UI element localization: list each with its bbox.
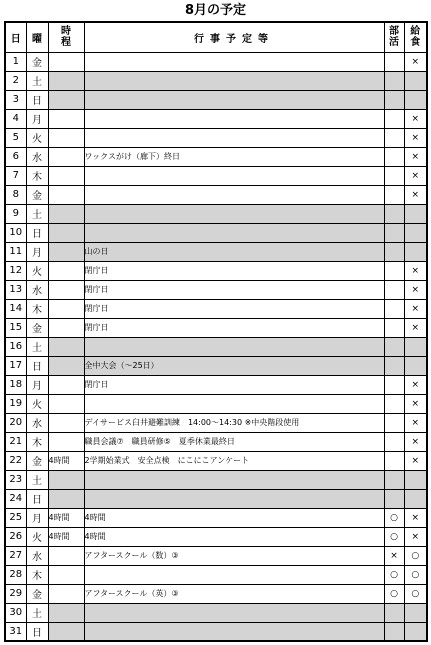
- day-cell: 4: [5, 109, 26, 128]
- weekday-cell: 水: [26, 280, 48, 299]
- day-cell: 9: [5, 204, 26, 223]
- lunch-cell: ×: [404, 451, 427, 470]
- day-cell: 15: [5, 318, 26, 337]
- weekday-cell: 土: [26, 71, 48, 90]
- day-cell: 3: [5, 90, 26, 109]
- time-cell: [48, 185, 84, 204]
- day-cell: 19: [5, 394, 26, 413]
- lunch-cell: [404, 622, 427, 641]
- weekday-cell: 木: [26, 565, 48, 584]
- time-cell: [48, 622, 84, 641]
- club-cell: [384, 223, 404, 242]
- weekday-cell: 水: [26, 147, 48, 166]
- club-cell: ○: [384, 584, 404, 603]
- day-cell: 2: [5, 71, 26, 90]
- club-cell: [384, 489, 404, 508]
- header-time-line1: 時: [61, 26, 71, 38]
- table-row: [5, 147, 427, 166]
- club-cell: ○: [384, 508, 404, 527]
- time-cell: [48, 318, 84, 337]
- day-cell: 31: [5, 622, 26, 641]
- weekday-cell: 日: [26, 223, 48, 242]
- club-cell: [384, 109, 404, 128]
- day-cell: 28: [5, 565, 26, 584]
- weekday-cell: 金: [26, 318, 48, 337]
- table-row: [5, 584, 427, 603]
- event-cell: [84, 223, 384, 242]
- time-cell: [48, 546, 84, 565]
- time-cell: [48, 280, 84, 299]
- event-cell: デイサービス臼井避難訓練 14:00～14:30 ※中央階段使用: [84, 413, 384, 432]
- day-cell: 5: [5, 128, 26, 147]
- day-cell: 27: [5, 546, 26, 565]
- time-cell: 4時間: [48, 508, 84, 527]
- club-cell: ○: [384, 565, 404, 584]
- weekday-cell: 火: [26, 527, 48, 546]
- lunch-cell: [404, 470, 427, 489]
- time-cell: [48, 337, 84, 356]
- weekday-cell: 水: [26, 413, 48, 432]
- lunch-cell: [404, 242, 427, 261]
- club-cell: [384, 451, 404, 470]
- day-cell: 16: [5, 337, 26, 356]
- club-cell: [384, 622, 404, 641]
- event-cell: 閉庁日: [84, 299, 384, 318]
- event-cell: [84, 128, 384, 147]
- header-club: [384, 22, 404, 52]
- day-cell: 21: [5, 432, 26, 451]
- lunch-cell: ×: [404, 394, 427, 413]
- lunch-cell: ×: [404, 375, 427, 394]
- weekday-cell: 金: [26, 584, 48, 603]
- lunch-cell: ×: [404, 52, 427, 71]
- club-cell: [384, 166, 404, 185]
- page-title: 8月の予定: [184, 3, 247, 18]
- schedule-table: [4, 21, 428, 642]
- lunch-cell: ×: [404, 432, 427, 451]
- weekday-cell: 木: [26, 432, 48, 451]
- weekday-cell: 日: [26, 622, 48, 641]
- club-cell: [384, 261, 404, 280]
- day-cell: 14: [5, 299, 26, 318]
- day-cell: 24: [5, 489, 26, 508]
- lunch-cell: ×: [404, 413, 427, 432]
- lunch-cell: ×: [404, 185, 427, 204]
- club-cell: [384, 242, 404, 261]
- event-cell: 4時間: [84, 508, 384, 527]
- club-cell: [384, 128, 404, 147]
- lunch-cell: ○: [404, 584, 427, 603]
- event-cell: 閉庁日: [84, 280, 384, 299]
- time-cell: [48, 204, 84, 223]
- table-row: [5, 622, 427, 641]
- club-cell: [384, 204, 404, 223]
- event-cell: [84, 90, 384, 109]
- header-event: 行事予定等: [84, 22, 384, 52]
- club-cell: [384, 147, 404, 166]
- time-cell: [48, 166, 84, 185]
- event-cell: アフタースクール（英）③: [84, 584, 384, 603]
- time-cell: [48, 375, 84, 394]
- event-cell: ワックスがけ（廊下）終日: [84, 147, 384, 166]
- table-row: [5, 280, 427, 299]
- lunch-cell: ×: [404, 299, 427, 318]
- time-cell: [48, 128, 84, 147]
- day-cell: 12: [5, 261, 26, 280]
- day-cell: 11: [5, 242, 26, 261]
- day-cell: 10: [5, 223, 26, 242]
- event-cell: 2学期始業式 安全点検 にこにこアンケート: [84, 451, 384, 470]
- event-cell: [84, 603, 384, 622]
- event-cell: 閉庁日: [84, 318, 384, 337]
- weekday-cell: 木: [26, 299, 48, 318]
- table-row: [5, 52, 427, 71]
- lunch-cell: ×: [404, 128, 427, 147]
- event-cell: [84, 185, 384, 204]
- day-cell: 8: [5, 185, 26, 204]
- time-cell: [48, 470, 84, 489]
- time-cell: [48, 299, 84, 318]
- table-row: [5, 109, 427, 128]
- table-row: [5, 451, 427, 470]
- day-cell: 20: [5, 413, 26, 432]
- weekday-cell: 月: [26, 109, 48, 128]
- table-row: [5, 375, 427, 394]
- time-cell: 4時間: [48, 527, 84, 546]
- weekday-cell: 木: [26, 166, 48, 185]
- header-lunch: [404, 22, 427, 52]
- club-cell: [384, 52, 404, 71]
- table-row: [5, 261, 427, 280]
- header-day: 日: [5, 22, 26, 52]
- day-cell: 13: [5, 280, 26, 299]
- weekday-cell: 水: [26, 546, 48, 565]
- day-cell: 30: [5, 603, 26, 622]
- club-cell: [384, 432, 404, 451]
- club-cell: [384, 185, 404, 204]
- table-row: [5, 489, 427, 508]
- event-cell: [84, 470, 384, 489]
- event-cell: 職員会議⑦ 職員研修⑤ 夏季休業最終日: [84, 432, 384, 451]
- time-cell: [48, 242, 84, 261]
- weekday-cell: 金: [26, 185, 48, 204]
- time-cell: [48, 603, 84, 622]
- lunch-cell: ×: [404, 508, 427, 527]
- event-cell: 山の日: [84, 242, 384, 261]
- weekday-cell: 日: [26, 356, 48, 375]
- table-row: [5, 470, 427, 489]
- event-cell: 4時間: [84, 527, 384, 546]
- lunch-cell: [404, 356, 427, 375]
- lunch-cell: ×: [404, 166, 427, 185]
- weekday-cell: 土: [26, 204, 48, 223]
- day-cell: 26: [5, 527, 26, 546]
- club-cell: [384, 470, 404, 489]
- time-cell: [48, 223, 84, 242]
- lunch-cell: [404, 204, 427, 223]
- weekday-cell: 土: [26, 603, 48, 622]
- weekday-cell: 月: [26, 242, 48, 261]
- club-cell: [384, 280, 404, 299]
- table-row: [5, 223, 427, 242]
- weekday-cell: 金: [26, 52, 48, 71]
- time-cell: [48, 584, 84, 603]
- club-cell: [384, 356, 404, 375]
- event-cell: [84, 166, 384, 185]
- time-cell: 4時間: [48, 451, 84, 470]
- lunch-cell: [404, 337, 427, 356]
- header-lunch-line2: 食: [410, 37, 421, 49]
- table-row: [5, 128, 427, 147]
- event-cell: アフタースクール（数）③: [84, 546, 384, 565]
- event-cell: [84, 204, 384, 223]
- lunch-cell: [404, 489, 427, 508]
- lunch-cell: [404, 603, 427, 622]
- weekday-cell: 火: [26, 394, 48, 413]
- weekday-cell: 月: [26, 508, 48, 527]
- table-row: [5, 337, 427, 356]
- weekday-cell: 日: [26, 489, 48, 508]
- lunch-cell: ×: [404, 318, 427, 337]
- table-row: [5, 318, 427, 337]
- event-cell: 閉庁日: [84, 375, 384, 394]
- header-row: [5, 22, 427, 52]
- table-row: [5, 185, 427, 204]
- time-cell: [48, 71, 84, 90]
- time-cell: [48, 90, 84, 109]
- table-row: [5, 166, 427, 185]
- lunch-cell: ×: [404, 147, 427, 166]
- time-cell: [48, 52, 84, 71]
- time-cell: [48, 432, 84, 451]
- day-cell: 1: [5, 52, 26, 71]
- table-row: [5, 90, 427, 109]
- table-row: [5, 546, 427, 565]
- club-cell: [384, 603, 404, 622]
- time-cell: [48, 261, 84, 280]
- event-cell: 全中大会（～25日）: [84, 356, 384, 375]
- club-cell: [384, 375, 404, 394]
- day-cell: 23: [5, 470, 26, 489]
- table-row: [5, 356, 427, 375]
- time-cell: [48, 565, 84, 584]
- header-club-line2: 活: [389, 37, 399, 49]
- event-cell: [84, 337, 384, 356]
- table-row: [5, 508, 427, 527]
- weekday-cell: 土: [26, 337, 48, 356]
- time-cell: [48, 356, 84, 375]
- lunch-cell: [404, 90, 427, 109]
- time-cell: [48, 394, 84, 413]
- weekday-cell: 日: [26, 90, 48, 109]
- day-cell: 29: [5, 584, 26, 603]
- event-cell: [84, 71, 384, 90]
- time-cell: [48, 413, 84, 432]
- weekday-cell: 火: [26, 261, 48, 280]
- day-cell: 7: [5, 166, 26, 185]
- day-cell: 6: [5, 147, 26, 166]
- weekday-cell: 土: [26, 470, 48, 489]
- table-row: [5, 394, 427, 413]
- table-row: [5, 71, 427, 90]
- lunch-cell: ○: [404, 565, 427, 584]
- table-row: [5, 432, 427, 451]
- lunch-cell: ×: [404, 527, 427, 546]
- header-lunch-line1: 給: [410, 26, 421, 38]
- lunch-cell: ○: [404, 546, 427, 565]
- table-row: [5, 603, 427, 622]
- event-cell: [84, 394, 384, 413]
- weekday-cell: 火: [26, 128, 48, 147]
- header-club-line1: 部: [389, 26, 399, 38]
- event-cell: [84, 52, 384, 71]
- club-cell: [384, 299, 404, 318]
- time-cell: [48, 147, 84, 166]
- header-dow: 曜: [26, 22, 48, 52]
- lunch-cell: ×: [404, 261, 427, 280]
- club-cell: [384, 71, 404, 90]
- club-cell: [384, 337, 404, 356]
- lunch-cell: [404, 223, 427, 242]
- time-cell: [48, 489, 84, 508]
- club-cell: [384, 318, 404, 337]
- lunch-cell: ×: [404, 109, 427, 128]
- day-cell: 22: [5, 451, 26, 470]
- event-cell: [84, 622, 384, 641]
- club-cell: ○: [384, 527, 404, 546]
- club-cell: [384, 90, 404, 109]
- day-cell: 17: [5, 356, 26, 375]
- header-time: [48, 22, 84, 52]
- event-cell: [84, 109, 384, 128]
- header-time-line2: 程: [61, 37, 71, 49]
- day-cell: 18: [5, 375, 26, 394]
- club-cell: ×: [384, 546, 404, 565]
- weekday-cell: 金: [26, 451, 48, 470]
- lunch-cell: ×: [404, 280, 427, 299]
- table-row: [5, 242, 427, 261]
- table-row: [5, 413, 427, 432]
- table-row: [5, 565, 427, 584]
- event-cell: [84, 489, 384, 508]
- table-row: [5, 204, 427, 223]
- event-cell: 閉庁日: [84, 261, 384, 280]
- day-cell: 25: [5, 508, 26, 527]
- event-cell: [84, 565, 384, 584]
- club-cell: [384, 413, 404, 432]
- table-row: [5, 527, 427, 546]
- weekday-cell: 月: [26, 375, 48, 394]
- table-row: [5, 299, 427, 318]
- lunch-cell: [404, 71, 427, 90]
- club-cell: [384, 394, 404, 413]
- time-cell: [48, 109, 84, 128]
